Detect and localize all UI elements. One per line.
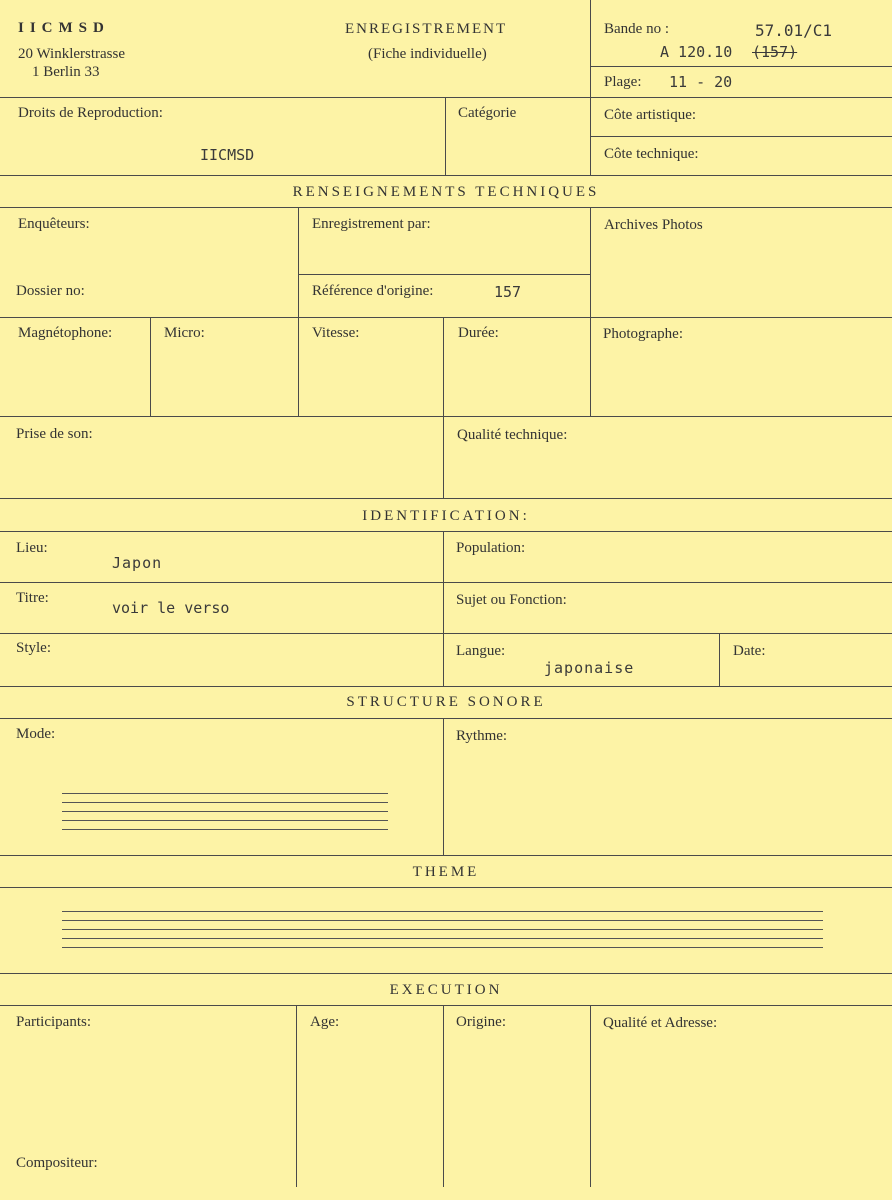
theme-writing-line	[62, 911, 823, 912]
lieu-label: Lieu:	[16, 540, 48, 556]
technique-section-title: RENSEIGNEMENTS TECHNIQUES	[292, 184, 600, 200]
cote-artistique-label: Côte artistique:	[604, 107, 697, 123]
prise-row-line	[0, 416, 892, 417]
categorie-label: Catégorie	[458, 105, 517, 121]
qualite-adresse-divider	[590, 1005, 591, 1187]
date-divider	[719, 633, 720, 686]
identification-title-line	[0, 531, 892, 532]
mode-label: Mode:	[16, 726, 56, 742]
theme-bottom-line	[0, 973, 892, 974]
qualite-divider	[443, 416, 444, 498]
identification-section-title: IDENTIFICATION:	[362, 508, 530, 524]
technique-col-divider-2	[590, 207, 591, 417]
enqueteurs-label: Enquêteurs:	[18, 216, 90, 232]
date-label: Date:	[733, 643, 766, 659]
form-subtitle: (Fiche individuelle)	[368, 46, 487, 62]
structure-title-line	[0, 718, 892, 719]
identification-row-line-2	[0, 633, 892, 634]
bande-ref: A 120.10	[660, 43, 733, 61]
execution-title-line	[0, 1005, 892, 1006]
archives-photos-label: Archives Photos	[604, 217, 703, 233]
theme-section-title: THEME	[412, 864, 480, 880]
mode-writing-line	[62, 793, 388, 794]
theme-writing-line	[62, 920, 823, 921]
dossier-label: Dossier no:	[16, 283, 85, 299]
address-line-2: 1 Berlin 33	[32, 64, 100, 80]
lieu-value: Japon	[112, 554, 163, 572]
bande-value: 57.01/C1	[755, 21, 833, 40]
bande-label: Bande no :	[604, 21, 669, 37]
droits-value: IICMSD	[200, 146, 255, 164]
micro-label: Micro:	[164, 325, 205, 341]
style-label: Style:	[16, 640, 52, 656]
plage-value: 11 - 20	[669, 73, 733, 91]
execution-section-title: EXECUTION	[389, 982, 503, 998]
droits-label: Droits de Reproduction:	[18, 105, 163, 121]
identification-row-line-1	[0, 582, 892, 583]
bande-struck-number: (157)	[752, 43, 798, 61]
enregistrement-ref-divider	[298, 274, 590, 275]
plage-label: Plage:	[604, 74, 642, 90]
langue-value: japonaise	[544, 659, 635, 677]
cote-technique-label: Côte technique:	[604, 146, 699, 162]
photographe-label: Photographe:	[603, 326, 683, 342]
theme-writing-line	[62, 938, 823, 939]
categorie-divider	[445, 97, 446, 175]
age-divider	[296, 1005, 297, 1187]
theme-title-line	[0, 887, 892, 888]
cote-divider	[590, 136, 892, 137]
mode-writing-line	[62, 802, 388, 803]
mode-writing-line	[62, 829, 388, 830]
mode-writing-line	[62, 820, 388, 821]
population-label: Population:	[456, 540, 526, 556]
origine-divider	[443, 1005, 444, 1187]
rythme-divider	[443, 718, 444, 855]
reference-label: Référence d'origine:	[312, 283, 434, 299]
identification-bottom-line	[0, 686, 892, 687]
age-label: Age:	[310, 1014, 340, 1030]
theme-writing-line	[62, 947, 823, 948]
langue-label: Langue:	[456, 643, 506, 659]
micro-divider	[150, 317, 151, 417]
bande-plage-divider	[590, 66, 892, 67]
mode-writing-line	[62, 811, 388, 812]
titre-value: voir le verso	[112, 599, 230, 617]
magnetophone-label: Magnétophone:	[18, 325, 113, 341]
origine-label: Origine:	[456, 1014, 506, 1030]
vitesse-label: Vitesse:	[312, 325, 360, 341]
enregistrement-par-label: Enregistrement par:	[312, 216, 431, 232]
duree-label: Durée:	[458, 325, 499, 341]
form-title: ENREGISTREMENT	[345, 21, 508, 37]
qualite-adresse-label: Qualité et Adresse:	[603, 1015, 718, 1031]
structure-bottom-line	[0, 855, 892, 856]
participants-label: Participants:	[16, 1014, 91, 1030]
technique-bottom-line	[0, 498, 892, 499]
rights-bottom-line	[0, 175, 892, 176]
theme-writing-line	[62, 929, 823, 930]
duree-divider	[443, 317, 444, 417]
prise-de-son-label: Prise de son:	[16, 426, 93, 442]
identification-col-divider	[443, 531, 444, 686]
address-line-1: 20 Winklerstrasse	[18, 46, 126, 62]
qualite-technique-label: Qualité technique:	[457, 427, 568, 443]
reference-value: 157	[494, 283, 522, 301]
compositeur-label: Compositeur:	[16, 1155, 98, 1171]
header-right-divider	[590, 0, 591, 175]
rythme-label: Rythme:	[456, 728, 508, 744]
technique-title-line	[0, 207, 892, 208]
sujet-label: Sujet ou Fonction:	[456, 592, 567, 608]
titre-label: Titre:	[16, 590, 49, 606]
structure-section-title: STRUCTURE SONORE	[346, 694, 546, 710]
logo: IICMSD	[18, 20, 110, 36]
technique-col-divider-1	[298, 207, 299, 417]
technique-row-line	[0, 317, 892, 318]
